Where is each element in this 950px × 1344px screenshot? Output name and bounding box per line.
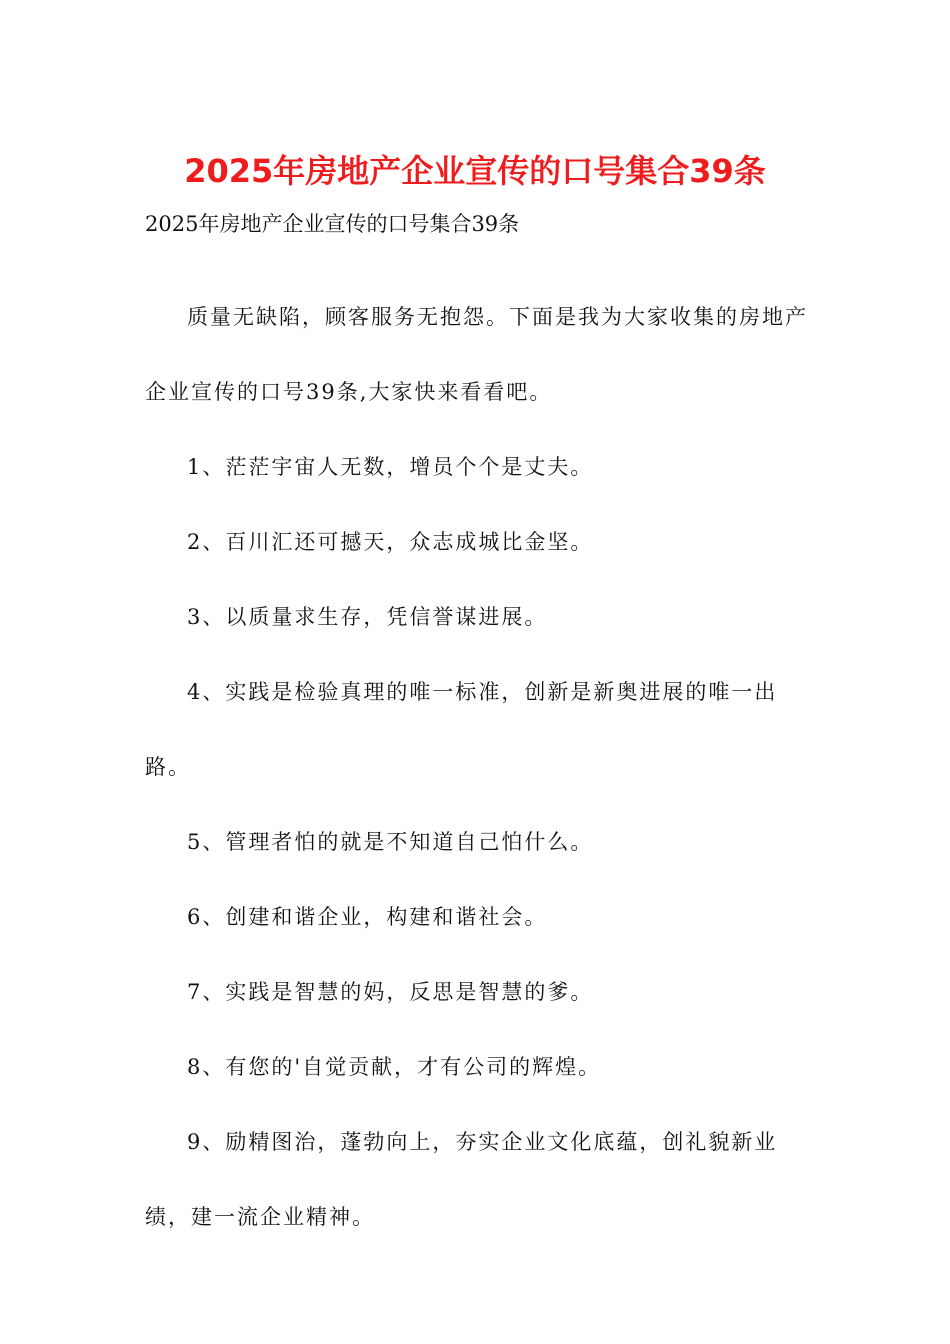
slogan-item-8: 8、有您的'自觉贡献，才有公司的辉煌。 <box>187 1055 602 1079</box>
slogan-item-5: 5、管理者怕的就是不知道自己怕什么。 <box>187 830 594 854</box>
intro-paragraph: 质量无缺陷，顾客服务无抱怨。下面是我为大家收集的房地产企业宣传的口号39条,大家快来看看吧。 <box>145 305 808 404</box>
slogan-item-1: 1、茫茫宇宙人无数，增员个个是丈夫。 <box>187 455 594 479</box>
slogan-item-4: 4、实践是检验真理的唯一标准，创新是新奥进展的唯一出路。 <box>145 680 778 779</box>
slogan-item-6: 6、创建和谐企业，构建和谐社会。 <box>187 905 548 929</box>
slogan-item-2: 2、百川汇还可撼天，众志成城比金坚。 <box>187 530 594 554</box>
document-subtitle: 2025年房地产企业宣传的口号集合39条 <box>145 212 520 236</box>
document-title: 2025年房地产企业宣传的口号集合39条 <box>184 152 766 190</box>
slogan-item-9: 9、励精图治，蓬勃向上，夯实企业文化底蕴，创礼貌新业绩，建一流企业精神。 <box>145 1130 778 1229</box>
slogan-item-7: 7、实践是智慧的妈，反思是智慧的爹。 <box>187 980 594 1004</box>
slogan-item-3: 3、以质量求生存，凭信誉谋进展。 <box>187 605 548 629</box>
document-body <box>145 204 810 1255</box>
